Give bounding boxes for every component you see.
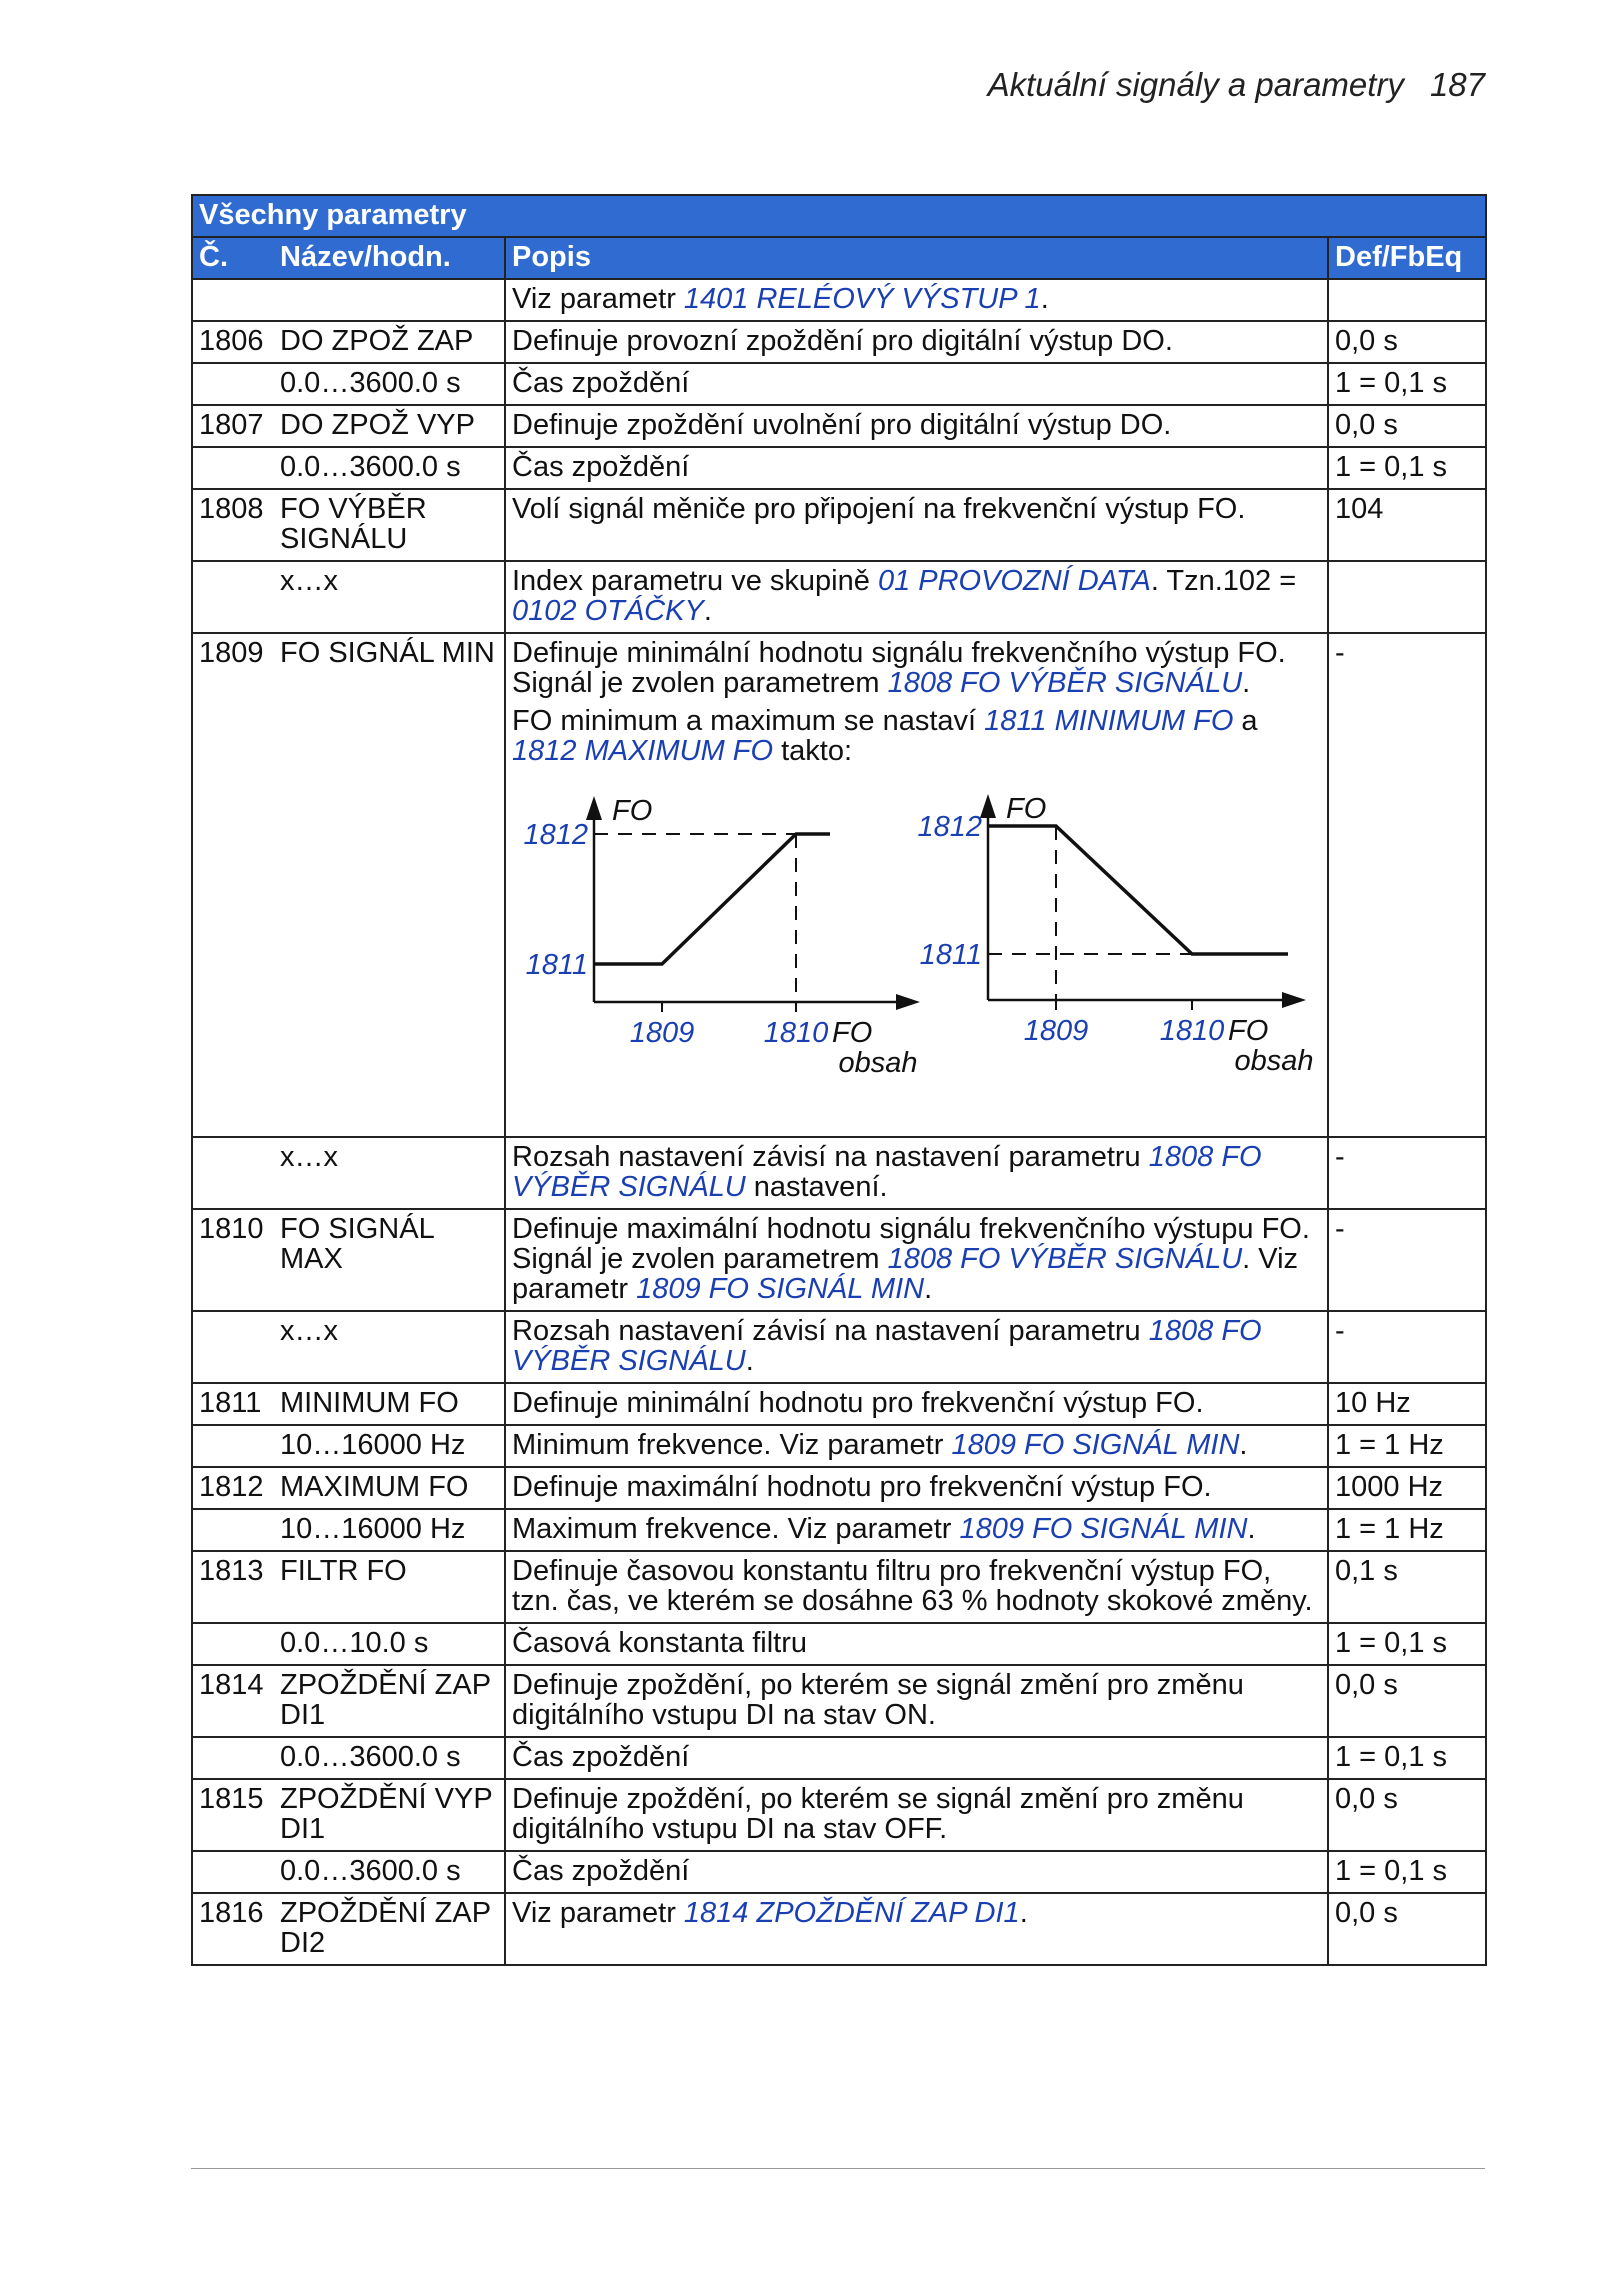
parameter-reference: 1401 RELÉOVÝ VÝSTUP 1 <box>683 283 1041 315</box>
page-header <box>988 66 1485 104</box>
param-default: 1 = 0,1 s <box>1328 363 1486 405</box>
fo-curve-line <box>594 834 830 964</box>
param-default: 0,1 s <box>1328 1551 1486 1623</box>
param-name: FO VÝBĚR SIGNÁLU <box>276 489 505 561</box>
footer-rule <box>191 2168 1485 2169</box>
parameter-reference: 1814 ZPOŽDĚNÍ ZAP DI1 <box>683 1897 1020 1929</box>
param-default: 1 = 0,1 s <box>1328 1737 1486 1779</box>
parameter-reference: 1812 MAXIMUM FO <box>512 735 774 767</box>
y-max-label: 1812 <box>523 819 588 851</box>
table-row <box>192 489 1486 561</box>
param-default: 0,0 s <box>1328 1665 1486 1737</box>
param-description <box>505 1209 1328 1311</box>
table-row <box>192 1623 1486 1665</box>
x-tick-label-1810: 1810 <box>1159 1015 1225 1047</box>
table-row <box>192 1893 1486 1965</box>
param-default: 1 = 0,1 s <box>1328 1851 1486 1893</box>
param-number <box>192 1623 276 1665</box>
description-text: Rozsah nastavení závisí na nastavení parametru <box>512 1141 1149 1173</box>
table-row <box>192 1467 1486 1509</box>
x-axis-arrow-icon <box>896 994 920 1010</box>
description-text: Definuje časovou konstantu filtru pro frekvenční výstup FO, tzn. čas, ve kterém se dosáhne 63 % hodnoty skokové změny. <box>512 1555 1313 1617</box>
parameter-reference: 1809 FO SIGNÁL MIN <box>951 1429 1240 1461</box>
param-description <box>505 1779 1328 1851</box>
table-row <box>192 1779 1486 1851</box>
table-row <box>192 1311 1486 1383</box>
description-text: . <box>924 1273 933 1305</box>
param-description <box>505 1893 1328 1965</box>
param-name: FO SIGNÁL MIN <box>276 633 505 1137</box>
param-name: x…x <box>276 561 505 633</box>
param-default: - <box>1328 1137 1486 1209</box>
param-name: 0.0…3600.0 s <box>276 1851 505 1893</box>
description-text: Volí signál měniče pro připojení na frekvenční výstup FO. <box>512 493 1246 525</box>
description-text: Index parametru ve skupině <box>512 565 878 597</box>
table-row <box>192 1383 1486 1425</box>
description-text: Definuje zpoždění, po kterém se signál změní pro změnu digitálního vstupu DI na stav ON. <box>512 1669 1244 1731</box>
param-default: 1 = 0,1 s <box>1328 1623 1486 1665</box>
param-description <box>505 1467 1328 1509</box>
table-row <box>192 1851 1486 1893</box>
table-row <box>192 447 1486 489</box>
param-number <box>192 363 276 405</box>
param-number: 1815 <box>192 1779 276 1851</box>
description-text: nastavení. <box>745 1171 888 1203</box>
param-name: ZPOŽDĚNÍ ZAP DI1 <box>276 1665 505 1737</box>
param-description <box>505 1425 1328 1467</box>
param-default: 10 Hz <box>1328 1383 1486 1425</box>
y-axis-arrow-icon <box>586 796 602 820</box>
column-header-name: Název/hodn. <box>276 237 505 279</box>
param-default: 1 = 1 Hz <box>1328 1425 1486 1467</box>
param-name: MAXIMUM FO <box>276 1467 505 1509</box>
table-row <box>192 1665 1486 1737</box>
x-axis-sublabel: obsah <box>1234 1045 1314 1077</box>
description-text: . <box>1242 667 1251 699</box>
x-axis-label: FO <box>1228 1015 1269 1047</box>
param-description <box>505 633 1328 1137</box>
param-name: x…x <box>276 1137 505 1209</box>
param-number: 1809 <box>192 633 276 1137</box>
table-row <box>192 321 1486 363</box>
table-row <box>192 1209 1486 1311</box>
description-text: . <box>1040 283 1049 315</box>
column-header-def: Def/FbEq <box>1328 237 1486 279</box>
param-default: 0,0 s <box>1328 321 1486 363</box>
x-tick-label-1809: 1809 <box>629 1017 695 1049</box>
param-name: 0.0…3600.0 s <box>276 447 505 489</box>
table-row <box>192 561 1486 633</box>
param-default: 104 <box>1328 489 1486 561</box>
param-number: 1806 <box>192 321 276 363</box>
table-row <box>192 405 1486 447</box>
table-row <box>192 1425 1486 1467</box>
description-text: . <box>703 595 712 627</box>
description-text: . Tzn.102 = <box>1150 565 1297 597</box>
description-text: Čas zpoždění <box>512 367 690 399</box>
param-name: 0.0…3600.0 s <box>276 363 505 405</box>
header-title: Aktuální signály a parametry <box>987 66 1404 103</box>
param-name <box>276 279 505 321</box>
param-default: 0,0 s <box>1328 1893 1486 1965</box>
param-default: - <box>1328 633 1486 1137</box>
y-axis-arrow-icon <box>980 794 996 818</box>
table-row <box>192 1551 1486 1623</box>
param-description <box>505 1137 1328 1209</box>
x-axis-arrow-icon <box>1282 992 1306 1008</box>
param-default <box>1328 561 1486 633</box>
param-description <box>505 1383 1328 1425</box>
param-description <box>505 363 1328 405</box>
param-number <box>192 1851 276 1893</box>
description-text: . <box>1019 1897 1028 1929</box>
table-header-row <box>192 237 1486 279</box>
table-section-title-row <box>192 195 1486 237</box>
description-text: Definuje zpoždění uvolnění pro digitální výstup DO. <box>512 409 1172 441</box>
param-number: 1807 <box>192 405 276 447</box>
parameter-reference: 1809 FO SIGNÁL MIN <box>636 1273 925 1305</box>
description-text: . <box>1239 1429 1248 1461</box>
parameter-reference: 1808 FO VÝBĚR SIGNÁLU <box>887 667 1243 699</box>
description-text: Definuje maximální hodnotu pro frekvenční výstup FO. <box>512 1471 1212 1503</box>
description-text: Rozsah nastavení závisí na nastavení parametru <box>512 1315 1149 1347</box>
parameter-reference: 0102 OTÁČKY <box>512 595 704 627</box>
x-tick-label-1810: 1810 <box>763 1017 829 1049</box>
param-description <box>505 561 1328 633</box>
param-number <box>192 447 276 489</box>
y-min-label: 1811 <box>525 949 588 981</box>
param-number: 1814 <box>192 1665 276 1737</box>
param-number <box>192 1425 276 1467</box>
parameter-reference: 1809 FO SIGNÁL MIN <box>959 1513 1248 1545</box>
param-name: ZPOŽDĚNÍ VYP DI1 <box>276 1779 505 1851</box>
param-default: - <box>1328 1209 1486 1311</box>
x-axis-sublabel: obsah <box>838 1047 918 1079</box>
param-number <box>192 561 276 633</box>
parameter-table <box>191 194 1487 1966</box>
description-text: Čas zpoždění <box>512 1741 690 1773</box>
param-number <box>192 279 276 321</box>
page-number: 187 <box>1429 66 1485 103</box>
description-text: Časová konstanta filtru <box>512 1627 807 1659</box>
description-text: Definuje minimální hodnotu pro frekvenční výstup FO. <box>512 1387 1204 1419</box>
column-header-no: Č. <box>192 237 276 279</box>
param-name: ZPOŽDĚNÍ ZAP DI2 <box>276 1893 505 1965</box>
description-text: Viz parametr <box>512 1897 684 1929</box>
x-axis-label: FO <box>832 1017 873 1049</box>
param-description <box>505 405 1328 447</box>
param-number: 1813 <box>192 1551 276 1623</box>
param-number: 1811 <box>192 1383 276 1425</box>
param-description <box>505 1665 1328 1737</box>
table-row <box>192 279 1486 321</box>
description-text: Definuje maximální hodnotu signálu frekvenčního výstupu FO. Signál je zvolen parametrem <box>512 1213 1310 1275</box>
fo-curve-line <box>988 826 1288 954</box>
param-description <box>505 447 1328 489</box>
param-default: 0,0 s <box>1328 1779 1486 1851</box>
param-number <box>192 1509 276 1551</box>
param-default: 1000 Hz <box>1328 1467 1486 1509</box>
param-name: 10…16000 Hz <box>276 1509 505 1551</box>
param-description <box>505 279 1328 321</box>
parameter-reference: 1808 FO VÝBĚR SIGNÁLU <box>887 1243 1243 1275</box>
description-text: FO minimum a maximum se nastaví <box>512 705 985 737</box>
description-text: takto: <box>773 735 853 767</box>
description-text: . <box>745 1345 754 1377</box>
description-text: Definuje minimální hodnotu signálu frekvenčního výstup FO. Signál je zvolen parametrem <box>512 637 1286 699</box>
param-number: 1816 <box>192 1893 276 1965</box>
fo-scaling-diagram <box>512 782 1322 1130</box>
param-description <box>505 1551 1328 1623</box>
param-name: DO ZPOŽ ZAP <box>276 321 505 363</box>
param-name: FO SIGNÁL MAX <box>276 1209 505 1311</box>
fo-scaling-figure <box>512 782 1321 1130</box>
param-default: 1 = 0,1 s <box>1328 447 1486 489</box>
param-name: 0.0…3600.0 s <box>276 1737 505 1779</box>
param-default: 0,0 s <box>1328 405 1486 447</box>
param-number <box>192 1737 276 1779</box>
param-number: 1808 <box>192 489 276 561</box>
param-description <box>505 1311 1328 1383</box>
parameter-reference: 01 PROVOZNÍ DATA <box>877 565 1151 597</box>
description-text: Čas zpoždění <box>512 451 690 483</box>
y-axis-label: FO <box>612 795 653 827</box>
param-number <box>192 1311 276 1383</box>
param-description <box>505 489 1328 561</box>
parameter-reference: 1811 MINIMUM FO <box>984 705 1234 737</box>
param-name: x…x <box>276 1311 505 1383</box>
param-name: 0.0…10.0 s <box>276 1623 505 1665</box>
y-max-label: 1812 <box>917 811 982 843</box>
table-section-title: Všechny parametry <box>192 195 1486 237</box>
table-row <box>192 1137 1486 1209</box>
parameter-reference: 1808 FO VÝBĚR SIGNÁLU <box>512 1315 1262 1377</box>
param-description <box>505 321 1328 363</box>
param-name: DO ZPOŽ VYP <box>276 405 505 447</box>
param-name: FILTR FO <box>276 1551 505 1623</box>
param-description <box>505 1623 1328 1665</box>
param-description <box>505 1851 1328 1893</box>
description-text: Definuje zpoždění, po kterém se signál změní pro změnu digitálního vstupu DI na stav OFF. <box>512 1783 1244 1845</box>
description-text: a <box>1233 705 1258 737</box>
column-header-desc: Popis <box>505 237 1328 279</box>
table-body <box>192 279 1486 1965</box>
param-number: 1810 <box>192 1209 276 1311</box>
description-text: Maximum frekvence. Viz parametr <box>512 1513 960 1545</box>
description-text: . Viz parametr <box>512 1243 1299 1305</box>
description-text: Čas zpoždění <box>512 1855 690 1887</box>
param-description <box>505 1509 1328 1551</box>
table-row <box>192 1737 1486 1779</box>
y-min-label: 1811 <box>919 939 982 971</box>
y-axis-label: FO <box>1006 793 1047 825</box>
param-description <box>505 1737 1328 1779</box>
param-name: 10…16000 Hz <box>276 1425 505 1467</box>
description-text: Definuje provozní zpoždění pro digitální výstup DO. <box>512 325 1173 357</box>
table-row <box>192 363 1486 405</box>
param-number <box>192 1137 276 1209</box>
param-default <box>1328 279 1486 321</box>
description-text: Minimum frekvence. Viz parametr <box>512 1429 952 1461</box>
description-text: Viz parametr <box>512 283 684 315</box>
param-default: - <box>1328 1311 1486 1383</box>
x-tick-label-1809: 1809 <box>1023 1015 1089 1047</box>
table-row <box>192 1509 1486 1551</box>
description-text: . <box>1247 1513 1256 1545</box>
parameter-reference: 1808 FO VÝBĚR SIGNÁLU <box>512 1141 1262 1203</box>
param-name: MINIMUM FO <box>276 1383 505 1425</box>
table-row <box>192 633 1486 1137</box>
param-number: 1812 <box>192 1467 276 1509</box>
param-default: 1 = 1 Hz <box>1328 1509 1486 1551</box>
